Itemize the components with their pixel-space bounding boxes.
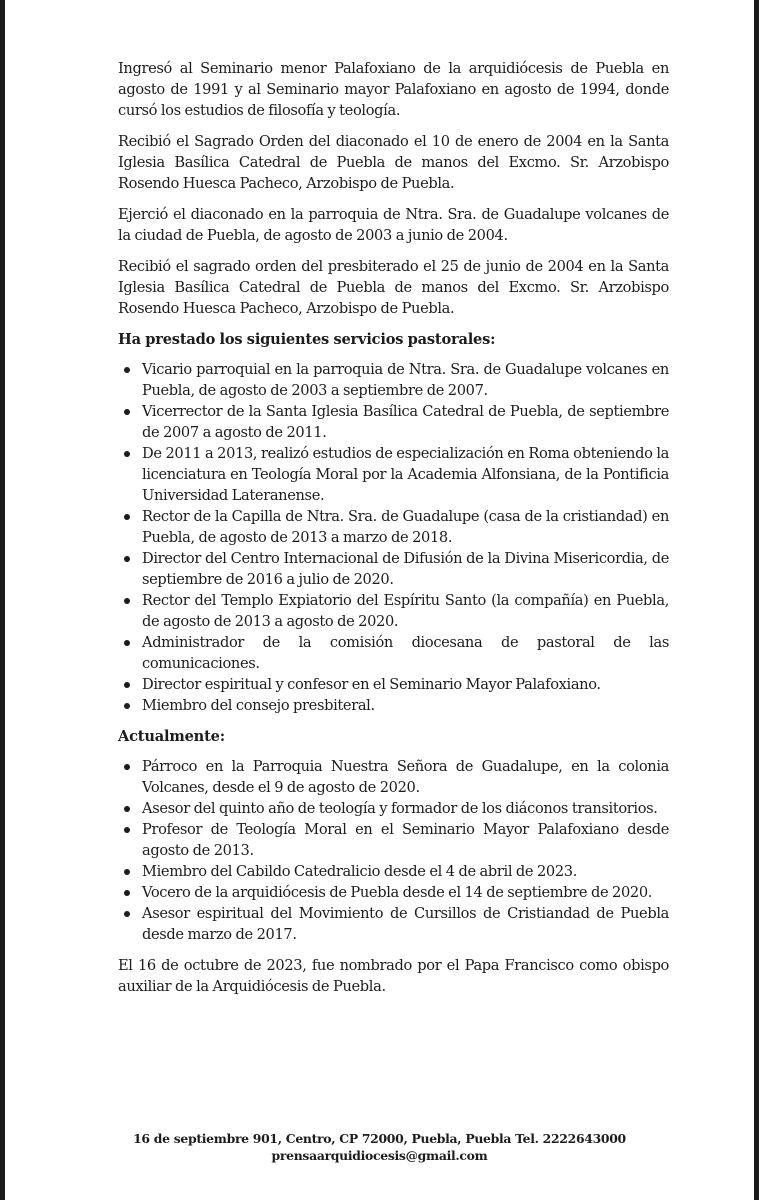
bullet-icon — [124, 911, 130, 917]
paragraph-priesthood-ordination: Recibió el sagrado orden del presbiterado el 25 de junio de 2004 en la Santa Iglesia Basílica Catedral de Puebla de manos del Excmo. Sr. Arzobispo Rosendo Huesca Pacheco, Arzobispo de Puebla. — [118, 258, 669, 317]
list-item-text: De 2011 a 2013, realizó estudios de especialización en Roma obteniendo la licenciatura en Teología Moral por la Academia Alfonsiana, de la Pontificia Universidad Lateranense. — [142, 445, 669, 504]
list-item-text: Miembro del Cabildo Catedralicio desde el 4 de abril de 2023. — [142, 863, 578, 880]
bullet-icon — [124, 451, 130, 457]
list-item — [118, 819, 669, 861]
list-item — [118, 695, 669, 716]
bullet-icon — [124, 640, 130, 646]
current-list — [118, 756, 669, 945]
list-item-text: Vocero de la arquidiócesis de Puebla desde el 14 de septiembre de 2020. — [142, 884, 653, 901]
paragraph-seminary: Ingresó al Seminario menor Palafoxiano de la arquidiócesis de Puebla en agosto de 1991 y al Seminario mayor Palafoxiano en agosto de 1994, donde cursó los estudios de filosofía y teología. — [118, 60, 669, 119]
document-page — [5, 0, 754, 1200]
list-item — [118, 359, 669, 401]
list-item — [118, 903, 669, 945]
list-item — [118, 506, 669, 548]
list-item — [118, 882, 669, 903]
list-item-text: Asesor del quinto año de teología y formador de los diáconos transitorios. — [142, 800, 658, 817]
document-body — [118, 58, 669, 1007]
list-item — [118, 756, 669, 798]
list-item-text: Rector del Templo Expiatorio del Espíritu Santo (la compañía) en Puebla, de agosto de 2013 a agosto de 2020. — [142, 592, 669, 630]
list-item-text: Profesor de Teología Moral en el Seminario Mayor Palafoxiano desde agosto de 2013. — [142, 821, 669, 859]
bullet-icon — [124, 367, 130, 373]
paragraph-diaconate-ordination: Recibió el Sagrado Orden del diaconado el 10 de enero de 2004 en la Santa Iglesia Basílica Catedral de Puebla de manos del Excmo. Sr. Arzobispo Rosendo Huesca Pacheco, Arzobispo de Puebla. — [118, 133, 669, 192]
bullet-icon — [124, 703, 130, 709]
list-item-text: Rector de la Capilla de Ntra. Sra. de Guadalupe (casa de la cristiandad) en Puebla, de agosto de 2013 a marzo de 2018. — [142, 508, 669, 546]
paragraph-diaconate-service: Ejerció el diaconado en la parroquia de Ntra. Sra. de Guadalupe volcanes de la ciudad de Puebla, de agosto de 2003 a junio de 2004. — [118, 206, 669, 244]
list-item-text: Párroco en la Parroquia Nuestra Señora de Guadalupe, en la colonia Volcanes, desde el 9 de agosto de 2020. — [142, 758, 669, 796]
list-item-text: Asesor espiritual del Movimiento de Cursillos de Cristiandad de Puebla desde marzo de 2017. — [142, 905, 669, 943]
bullet-icon — [124, 682, 130, 688]
bullet-icon — [124, 869, 130, 875]
list-item-text: Director del Centro Internacional de Difusión de la Divina Misericordia, de septiembre de 2016 a julio de 2020. — [142, 550, 669, 588]
list-item — [118, 861, 669, 882]
bullet-icon — [124, 556, 130, 562]
page-footer — [5, 1130, 754, 1164]
list-item-text: Director espiritual y confesor en el Seminario Mayor Palafoxiano. — [142, 676, 601, 693]
list-item — [118, 443, 669, 506]
bullet-icon — [124, 806, 130, 812]
list-item-text: Miembro del consejo presbiteral. — [142, 697, 375, 714]
list-item-text: Vicerrector de la Santa Iglesia Basílica Catedral de Puebla, de septiembre de 2007 a agosto de 2011. — [142, 403, 669, 441]
list-item — [118, 401, 669, 443]
list-item — [118, 798, 669, 819]
current-heading: Actualmente: — [118, 728, 225, 745]
paragraph-appointment: El 16 de octubre de 2023, fue nombrado por el Papa Francisco como obispo auxiliar de la Arquidiócesis de Puebla. — [118, 957, 669, 995]
list-item-text: Administrador de la comisión diocesana de pastoral de las comunicaciones. — [142, 634, 669, 672]
services-heading: Ha prestado los siguientes servicios pastorales: — [118, 331, 496, 348]
bullet-icon — [124, 890, 130, 896]
bullet-icon — [124, 598, 130, 604]
footer-address: 16 de septiembre 901, Centro, CP 72000, Puebla, Puebla Tel. 2222643000 — [133, 1131, 626, 1146]
list-item — [118, 674, 669, 695]
bullet-icon — [124, 764, 130, 770]
list-item — [118, 632, 669, 674]
bullet-icon — [124, 514, 130, 520]
bullet-icon — [124, 827, 130, 833]
list-item-text: Vicario parroquial en la parroquia de Ntra. Sra. de Guadalupe volcanes en Puebla, de agosto de 2003 a septiembre de 2007. — [142, 361, 669, 399]
services-list — [118, 359, 669, 716]
list-item — [118, 548, 669, 590]
bullet-icon — [124, 409, 130, 415]
footer-email: prensaarquidiocesis@gmail.com — [271, 1148, 488, 1163]
list-item — [118, 590, 669, 632]
